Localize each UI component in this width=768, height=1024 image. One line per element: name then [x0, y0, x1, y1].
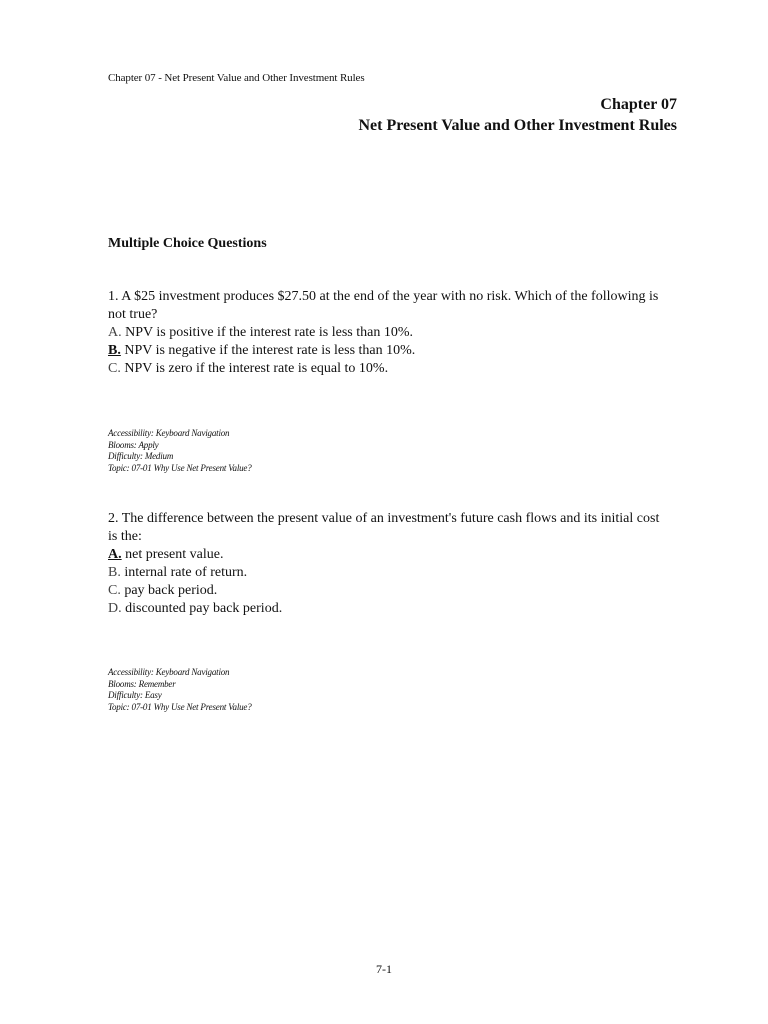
running-header: Chapter 07 - Net Present Value and Other Investment Rules — [108, 72, 365, 84]
choice-a — [108, 546, 668, 564]
choice-text: NPV is positive if the interest rate is less than 10%. — [121, 325, 413, 340]
question-1-metadata — [108, 428, 252, 474]
correct-choice-letter: B. — [108, 343, 121, 358]
meta-blooms: Blooms: Remember — [108, 678, 176, 689]
section-heading: Multiple Choice Questions — [108, 236, 267, 251]
meta-difficulty: Difficulty: Medium — [108, 451, 174, 461]
meta-accessibility: Accessibility: Keyboard Navigation — [108, 428, 230, 438]
choice-text: net present value. — [121, 547, 224, 562]
page-number: 7-1 — [376, 962, 392, 976]
choice-c — [108, 582, 668, 600]
chapter-number: Chapter 07 — [600, 96, 677, 113]
meta-topic: Topic: 07-01 Why Use Net Present Value? — [108, 462, 252, 473]
choice-letter: B. — [108, 565, 121, 580]
choice-b — [108, 342, 668, 360]
chapter-title-block — [358, 94, 677, 136]
question-2 — [108, 510, 668, 618]
choice-d — [108, 600, 668, 618]
question-stem: 1. A $25 investment produces $27.50 at the end of the year with no risk. Which of the following is not true? — [108, 289, 659, 322]
choice-c — [108, 360, 668, 378]
choice-a — [108, 324, 668, 342]
choice-letter: C. — [108, 583, 121, 598]
choice-text: internal rate of return. — [120, 565, 248, 580]
correct-choice-letter: A. — [108, 547, 122, 562]
meta-accessibility: Accessibility: Keyboard Navigation — [108, 667, 230, 677]
meta-blooms: Blooms: Apply — [108, 439, 159, 450]
choice-letter: D. — [108, 601, 122, 616]
choice-text: NPV is zero if the interest rate is equal to 10%. — [120, 361, 389, 376]
choice-letter: A. — [108, 325, 122, 340]
choice-text: pay back period. — [120, 583, 218, 598]
choice-text: NPV is negative if the interest rate is less than 10%. — [120, 343, 416, 358]
meta-difficulty: Difficulty: Easy — [108, 690, 162, 700]
choice-text: discounted pay back period. — [121, 601, 283, 616]
question-stem: 2. The difference between the present value of an investment's future cash flows and its initial cost is the: — [108, 511, 660, 544]
meta-topic: Topic: 07-01 Why Use Net Present Value? — [108, 701, 252, 712]
question-2-metadata — [108, 667, 252, 713]
question-1 — [108, 288, 668, 378]
chapter-title: Net Present Value and Other Investment Rules — [358, 117, 677, 134]
choice-letter: C. — [108, 361, 121, 376]
choice-b — [108, 564, 668, 582]
